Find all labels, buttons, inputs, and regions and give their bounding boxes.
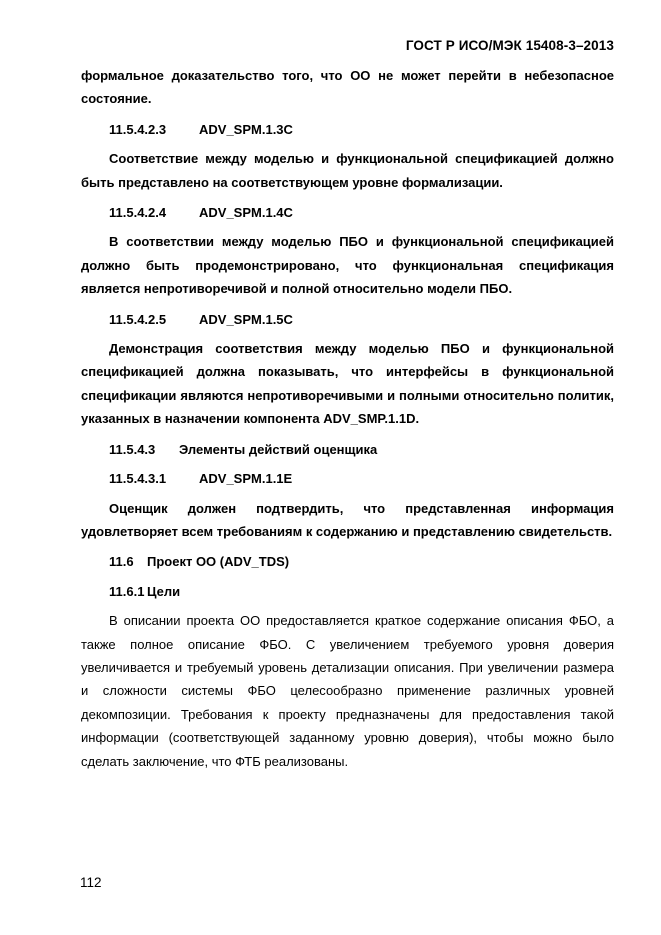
- paragraph-adv-spm-1-5c: Демонстрация соответствия между моделью ПБО и функциональной спецификацией должна показывать, что интерфейсы в функциональной спецификации являются непротиворечивыми и полными относительно политик, указанных в назначении компонента ADV_SMP.1.1D.: [81, 341, 614, 427]
- clause-number: 11.5.4.2.4: [109, 205, 167, 221]
- clause-title: Проект ОО (ADV_TDS): [147, 554, 290, 570]
- clause-title: ADV_SPM.1.1E: [199, 471, 293, 487]
- clause-heading-11-5-4-2-5: [81, 308, 614, 331]
- paragraph-adv-spm-1-4c: В соответствии между моделью ПБО и функциональной спецификацией должно быть продемонстрировано, что функциональная спецификация является непротиворечивой и полной относительно модели ПБО.: [81, 234, 614, 297]
- document-body: [81, 64, 614, 773]
- clause-number: 11.5.4.2.3: [109, 121, 167, 137]
- paragraph-adv-spm-1-3c: Соответствие между моделью и функциональной спецификацией должно быть представлено на соответствующем уровне формализации.: [81, 151, 614, 190]
- clause-heading-11-5-4-3-1: [81, 467, 614, 490]
- clause-number: 11.5.4.3: [109, 441, 156, 457]
- paragraph-continuation: формальное доказательство того, что ОО не может перейти в небезопасное состояние.: [81, 68, 614, 107]
- clause-number: 11.5.4.3.1: [109, 471, 167, 487]
- paragraph-objectives: В описании проекта ОО предоставляется краткое содержание описания ФБО, а также полное описание ФБО. С увеличением требуемого уровня доверия увеличивается и требуемый уровень детализации описания. При увеличении размера и сложности системы ФБО целесообразно применение различных уровней декомпозиции. Требования к проекту предназначены для предоставления такой информации (соответствующей заданному уровню доверия), чтобы можно было сделать заключение, что ФТБ реализованы.: [81, 613, 614, 769]
- clause-number: 11.6: [109, 554, 134, 570]
- clause-title: Элементы действий оценщика: [179, 441, 378, 457]
- document-code-header: ГОСТ Р ИСО/МЭК 15408-3–2013: [405, 38, 614, 53]
- clause-heading-11-5-4-2-3: [81, 118, 614, 141]
- clause-heading-11-5-4-2-4: [81, 201, 614, 224]
- clause-title: ADV_SPM.1.5C: [199, 311, 293, 327]
- clause-number: 11.6.1: [109, 583, 145, 599]
- clause-heading-11-5-4-3: [81, 438, 614, 461]
- clause-number: 11.5.4.2.5: [109, 311, 167, 327]
- section-heading-11-6-1: [81, 580, 614, 603]
- page-number: 112: [80, 875, 102, 890]
- clause-title: ADV_SPM.1.4C: [199, 205, 293, 221]
- section-heading-11-6: [81, 550, 614, 573]
- clause-title: Цели: [147, 583, 181, 599]
- clause-title: ADV_SPM.1.3C: [199, 121, 293, 137]
- paragraph-adv-spm-1-1e: Оценщик должен подтвердить, что представленная информация удовлетворяет всем требованиям к содержанию и представлению свидетельств.: [81, 500, 614, 539]
